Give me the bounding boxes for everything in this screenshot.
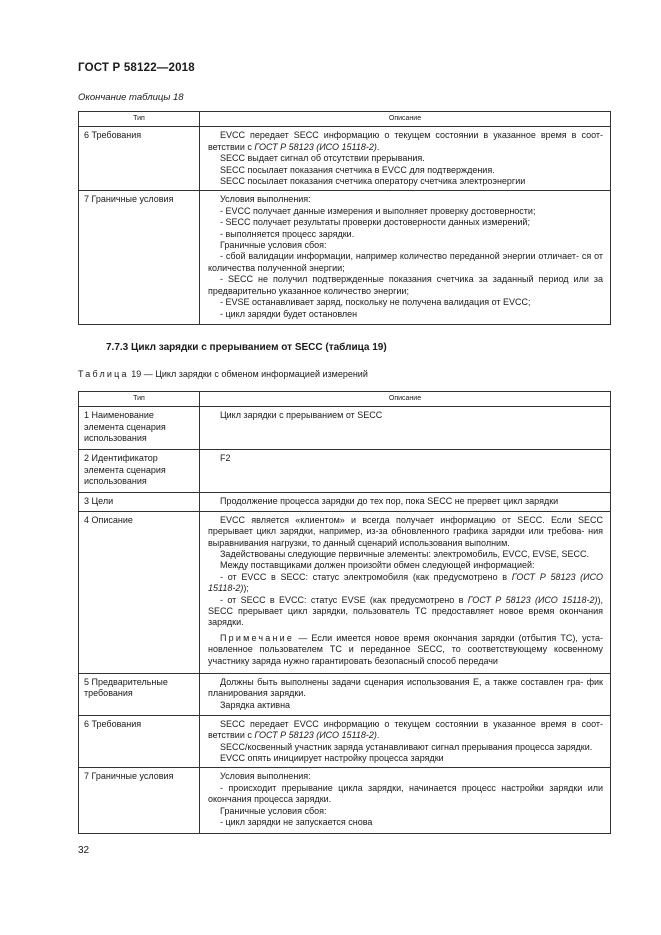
text-line: - происходит прерывание цикла зарядки, начинается процесс настройки зарядки или окончания процесса зарядки. <box>208 782 603 805</box>
row-description-cell <box>200 450 611 493</box>
table-row <box>79 191 611 325</box>
table-caption-label: Таблица <box>78 369 129 379</box>
document-code-header: ГОСТ Р 58122—2018 <box>78 62 195 74</box>
text-line: EVCC передает SECC информацию о текущем состоянии в указанное время в соот- ветствии с ГОСТ Р 58123 (ИСО 15118-2). <box>208 130 603 152</box>
page-number: 32 <box>78 845 90 856</box>
text-line: Цикл зарядки с прерыванием от SECC <box>220 410 383 421</box>
text-line: Граничные условия сбоя: <box>220 805 327 816</box>
table-18 <box>78 111 611 325</box>
table-header-row <box>79 112 611 127</box>
row-description-cell <box>200 191 611 325</box>
text-line: - SECC не получил подтвержденные показания счетчика за заданный период или за предварительно указанное количество энергии; <box>208 274 603 296</box>
row-description-cell <box>200 407 611 450</box>
row-type-cell: 7 Граничные условия <box>79 191 200 325</box>
table-19-caption <box>78 369 368 379</box>
column-header-description: Описание <box>200 392 611 407</box>
row-type-cell: 7 Граничные условия <box>79 768 200 834</box>
table-row <box>79 511 611 673</box>
text-line: EVCC опять инициирует настройку процесса зарядки <box>220 753 444 764</box>
table-row <box>79 673 611 715</box>
text-line: - цикл зарядки не запускается снова <box>220 817 373 828</box>
note <box>208 633 603 667</box>
text-line: F2 <box>220 453 231 464</box>
text-line: SECC передает EVCC информацию о текущем состоянии в указанное время в соот- ветствии с ГОСТ Р 58123 (ИСО 15118-2). <box>208 718 603 741</box>
text-line: SECC выдает сигнал об отсутствии прерывания. <box>220 153 425 164</box>
text-line: Условия выполнения: <box>220 771 311 782</box>
text-line: Между поставщиками должен произойти обмен следующей информацией: <box>220 560 535 571</box>
text-line: EVCC является «клиентом» и всегда получает информацию от SECC. Если SECC прерывает цикл зарядки, например, из-за обновленного графика зарядки или требова- ния выравнивания нагрузки, то данный сценарий использования выполним. <box>208 514 603 548</box>
row-description-cell <box>200 768 611 834</box>
text-line: Граничные условия сбоя: <box>220 240 327 251</box>
text-line: - сбой валидации информации, например количество переданной энергии отличает- ся от количества полученной энергии; <box>208 251 603 273</box>
row-description-cell <box>200 715 611 768</box>
note-text: — Если имеется новое время окончания зарядки (отбытия ТС), уста- новленное пользователем ТС и переданное SECC, то соответствующему косвенному участнику заряда нужно гарантировать безопасный способ передачи <box>208 632 603 666</box>
column-header-description: Описание <box>200 112 611 127</box>
text-line: Должны быть выполнены задачи сценария использования E, а также составлен гра- фик планирования зарядки. <box>208 676 603 699</box>
row-type-cell: 6 Требования <box>79 715 200 768</box>
table-row <box>79 493 611 511</box>
text-line: SECC посылает показания счетчика оператору счетчика электроэнергии <box>220 176 526 187</box>
row-type-cell: 2 Идентификатор элемента сценария использования <box>79 450 200 493</box>
table-header-row <box>79 392 611 407</box>
table-caption-text: 19 — Цикл зарядки с обменом информацией измерений <box>131 369 368 379</box>
row-type-cell: 4 Описание <box>79 511 200 673</box>
table-18-caption: Окончание таблицы 18 <box>78 92 184 103</box>
text-line: - выполняется процесс зарядки. <box>220 228 355 239</box>
text-line: - цикл зарядки будет остановлен <box>220 308 358 319</box>
table-row <box>79 450 611 493</box>
text-line: Условия выполнения: <box>220 194 311 205</box>
text-line: - EVSE останавливает заряд, поскольку не получена валидация от EVCC; <box>220 297 531 308</box>
table-row <box>79 768 611 834</box>
table-row <box>79 407 611 450</box>
row-type-cell: 6 Требования <box>79 127 200 191</box>
row-type-cell: 1 Наименование элемента сценария использования <box>79 407 200 450</box>
text-line: SECC посылает показания счетчика в EVCC для подтверждения. <box>220 164 495 175</box>
text-line: - SECC получает результаты проверки достоверности данных измерений; <box>220 217 530 228</box>
text-line: - EVCC получает данные измерения и выполняет проверку достоверности; <box>220 205 536 216</box>
text-line: Задействованы следующие первичные элементы: электромобиль, EVCC, EVSE, SECC. <box>220 549 590 560</box>
note-label: Примечание <box>220 632 295 643</box>
column-header-type: Тип <box>79 392 200 407</box>
table-19 <box>78 391 611 834</box>
text-line: Зарядка активна <box>220 699 291 710</box>
text-line: - от SECC в EVCC: статус EVSE (как предусмотрено в ГОСТ Р 58123 (ИСО 15118-2)), SECC прерывает цикл зарядки, пользователь ТС предоставляет новое время окончания зарядки. <box>208 594 603 628</box>
section-title: 7.7.3 Цикл зарядки с прерыванием от SECC (таблица 19) <box>106 342 387 353</box>
column-header-type: Тип <box>79 112 200 127</box>
row-type-cell: 5 Предварительные требования <box>79 673 200 715</box>
row-type-cell: 3 Цели <box>79 493 200 511</box>
row-description-cell <box>200 511 611 673</box>
row-description-cell <box>200 127 611 191</box>
table-row <box>79 715 611 768</box>
text-line: SECC/косвенный участник заряда устанавливают сигнал прерывания процесса зарядки. <box>220 741 593 752</box>
text-line: Продолжение процесса зарядки до тех пор, пока SECC не прервет цикл зарядки <box>220 496 559 507</box>
row-description-cell <box>200 493 611 511</box>
table-row <box>79 127 611 191</box>
text-line: - от EVCC в SECC: статус электромобиля (как предусмотрено в ГОСТ Р 58123 (ИСО 15118-2)); <box>208 571 603 594</box>
row-description-cell <box>200 673 611 715</box>
